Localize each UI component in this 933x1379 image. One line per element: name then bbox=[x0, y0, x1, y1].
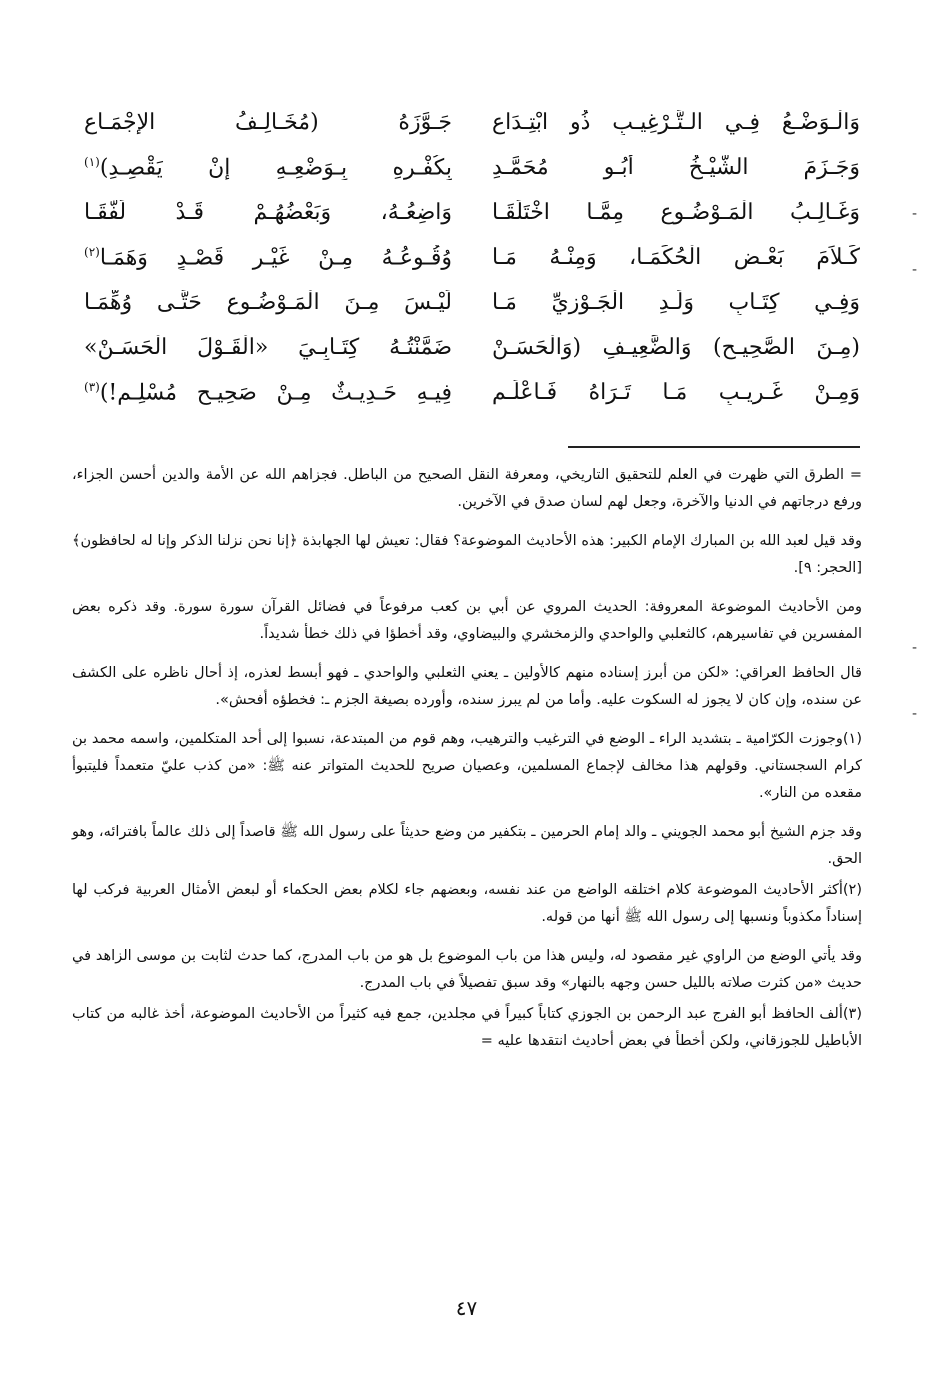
verse-5-right: وَفِـي كِتَـابِ وَلَـدِ الْجَـوْزِيِّ مَـا bbox=[492, 290, 860, 315]
verse-2-right: وَجَـزَمَ الشَّيْـخُ أَبُـو مُحَمَّـدِ bbox=[492, 155, 860, 180]
note-paragraph-5: (١)وجوزت الكرّامية ـ بتشديد الراء ـ الوضع في الترغيب والترهيب، وهم قوم من المبتدعة، نسبوا إلى أحد المتكلمين، واسمه محمد بن كرام السجستاني. وقولهم هذا مخالف لإجماع المسلمين، وعصيان صريح للحديث المتواتر عنه ﷺ: «من كذب عليّ متعمداً فليتبوأ مقعده من النار». bbox=[72, 731, 862, 801]
verse-5-left: لَيْـسَ مِـنَ الْمَـوْضُـوعِ حَتَّـى وُهِّمَـا bbox=[84, 290, 452, 315]
verse-2-left-wrap bbox=[84, 155, 452, 180]
footnote-marker-1: (١) bbox=[84, 154, 100, 169]
verse-block bbox=[84, 100, 860, 430]
verse-7-left: فِيـهِ حَـدِيـثٌ مِـنْ صَحِيـحِ مُسْلِـمِ!) bbox=[99, 380, 452, 406]
verse-row-4 bbox=[84, 235, 860, 280]
verse-row-7 bbox=[84, 370, 860, 415]
verse-3-right: وَغَـالِـبُ الْمَـوْضُـوعِ مِمَّـا اخْتَلَقَـا bbox=[492, 200, 860, 225]
verse-7-right: وَمِـنْ غَـرِيـبِ مَـا تَـرَاهُ فَـاعْلَـمِ bbox=[492, 380, 860, 405]
verse-4-left: وُقُـوعُـهُ مِـنْ غَيْـرِ قَصْـدٍ وَهَمَـا bbox=[99, 245, 452, 271]
footnote-separator bbox=[568, 446, 860, 448]
verse-row-3 bbox=[84, 190, 860, 235]
note-paragraph-9: (٣)ألف الحافظ أبو الفرج عبد الرحمن بن الجوزي كتاباً كبيراً في مجلدين، جمع فيه كثيراً من الأحاديث الموضوعة، أخذ غالبه من كتاب الأباطيل للجوزقاني، ولكن أخطأ في بعض أحاديث انتقدها عليه = bbox=[72, 1006, 862, 1049]
verse-4-right: كَـلاَمَ بَعْـضِ الْحُكَمَـا، وَمِنْـهُ مَـا bbox=[492, 245, 860, 270]
page-number: ٤٧ bbox=[455, 1296, 478, 1320]
verse-6-right: (مِـنَ الصَّحِيـحِ) وَالضَّعِيـفِ (وَالْحَسَـنْ bbox=[492, 335, 860, 360]
verse-4-left-wrap bbox=[84, 245, 452, 270]
footnote-marker-3: (٣) bbox=[84, 379, 100, 394]
verse-row-5 bbox=[84, 280, 860, 325]
note-paragraph-1: = الطرق التي ظهرت في العلم للتحقيق التاريخي، ومعرفة النقل الصحيح من الباطل. فجزاهم الله عن الأمة والدين أحسن الجزاء، ورفع درجاتهم في الدنيا والآخرة، وجعل لهم لسان صدق في الآخرين. bbox=[72, 467, 862, 510]
verse-7-left-wrap bbox=[84, 380, 452, 405]
margin-mark: - bbox=[912, 206, 918, 222]
verse-row-1 bbox=[84, 100, 860, 145]
verse-1-left: جَـوَّزَهُ (مُخَـالِـفُ الإِجْمَـاع bbox=[84, 110, 452, 135]
note-paragraph-4: قال الحافظ العراقي: «لكن من أبرز إسناده منهم كالأولين ـ يعني الثعلبي والواحدي ـ فهو أبسط لعذره، إذ أحال ناظره على الكشف عن سنده، وإن كان لا يجوز له السكوت عليه. وأما من لم يبرز سنده، وأورده بصيغة الجزم ـ: فخطؤه أفحش». bbox=[72, 665, 862, 708]
verse-row-2 bbox=[84, 145, 860, 190]
verse-6-left: ضَمَّنْتُـهُ كِتَـابِـيَ «الْقَـوْلَ الْحَسَـنْ» bbox=[84, 335, 452, 360]
note-paragraph-3: ومن الأحاديث الموضوعة المعروفة: الحديث المروي عن أبي بن كعب مرفوعاً في فضائل القرآن سورة سورة. وقد ذكره بعض المفسرين في تفاسيرهم، كالثعلبي والواحدي والزمخشري والبيضاوي، وقد أخطؤا في ذلك خطأ شديداً. bbox=[72, 599, 862, 642]
note-paragraph-7: (٢)أكثر الأحاديث الموضوعة كلام اختلقه الواضع من عند نفسه، وبعضهم جاء لكلام بعض الحكماء أو لبعض الأمثال العربية فركب لها إسناداً مكذوباً ونسبها إلى رسول الله ﷺ أنها من قوله. bbox=[72, 882, 862, 925]
margin-mark: - bbox=[912, 640, 918, 656]
footnotes bbox=[72, 462, 862, 1055]
footnote-marker-2: (٢) bbox=[84, 244, 100, 259]
margin-mark: - bbox=[912, 262, 918, 278]
margin-mark: - bbox=[912, 706, 918, 722]
verse-row-6 bbox=[84, 325, 860, 370]
verse-3-left: وَاضِعُـهُ، وَبَعْضُهُـمْ قَـدْ لَفَّقَـا bbox=[84, 200, 452, 225]
verse-1-right: وَالْـوَضْـعُ فِـي الـتَّـرْغِيـبِ ذُو ابْتِـدَاع bbox=[492, 110, 860, 135]
verse-2-left: بِكُفْـرِهِ بِـوَضْعِـهِ إِنْ يَقْصِـدِ) bbox=[99, 155, 452, 181]
note-paragraph-2: وقد قيل لعبد الله بن المبارك الإمام الكبير: هذه الأحاديث الموضوعة؟ فقال: تعيش لها الجهابذة ﴿إنا نحن نزلنا الذكر وإنا له لحافظون﴾ [الحجر: ٩]. bbox=[72, 533, 862, 576]
note-paragraph-6: وقد جزم الشيخ أبو محمد الجويني ـ والد إمام الحرمين ـ بتكفير من وضع حديثاً على رسول الله ﷺ قاصداً إلى ذلك عالماً بافترائه، وهو الحق. bbox=[72, 824, 862, 867]
note-paragraph-8: وقد يأتي الوضع من الراوي غير مقصود له، وليس هذا من باب الموضوع بل هو من باب المدرج، كما حدث لثابت بن موسى الزاهد في حديث «من كثرت صلاته بالليل حسن وجهه بالنهار» وقد سبق تفصيلاً في باب المدرج. bbox=[72, 948, 862, 991]
